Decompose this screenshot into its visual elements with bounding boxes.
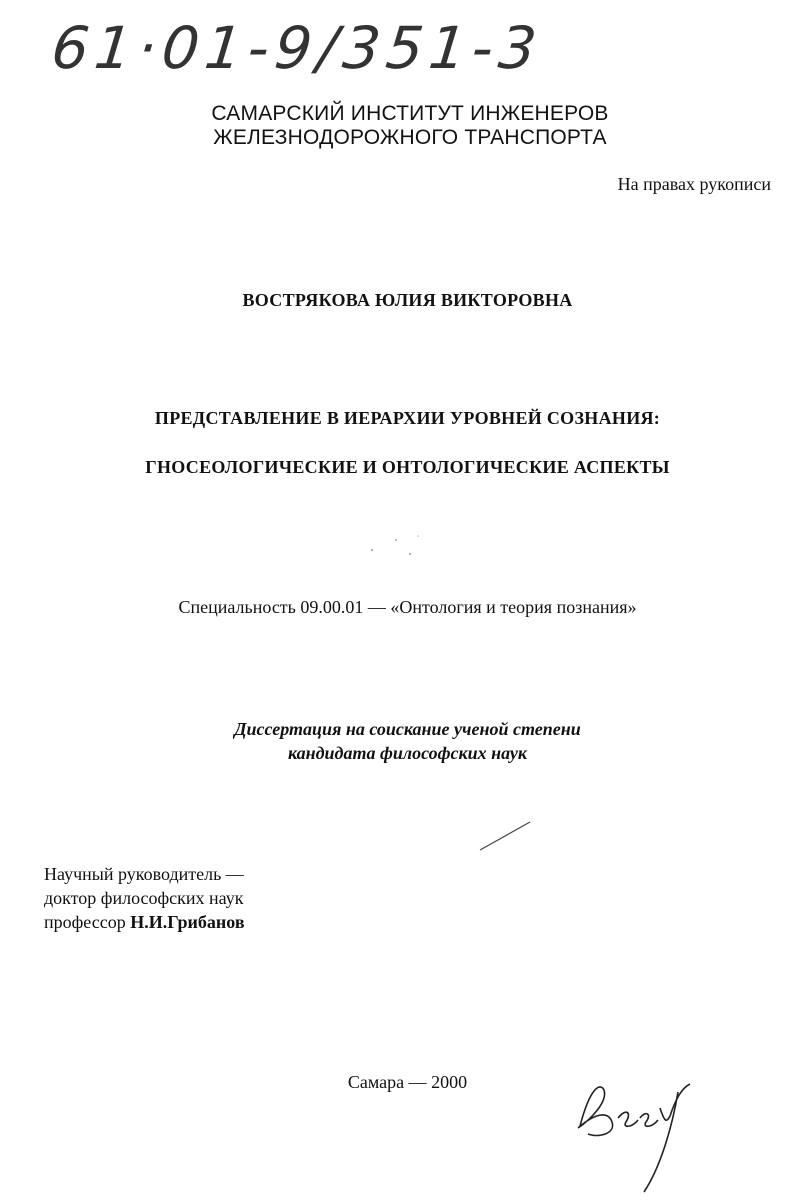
supervisor-block (44, 862, 245, 934)
supervisor-line-1: Научный руководитель — (44, 864, 244, 884)
title-line-1: ПРЕДСТАВЛЕНИЕ В ИЕРАРХИИ УРОВНЕЙ СОЗНАНИЯ: (154, 408, 661, 428)
institute-name (0, 102, 797, 150)
author-name: ВОСТРЯКОВА ЮЛИЯ ВИКТОРОВНА (242, 290, 573, 310)
pen-stroke-mark (478, 818, 534, 854)
degree-line-2: кандидата философских наук (287, 743, 528, 763)
dissertation-title (0, 408, 797, 478)
specialty-line: Специальность 09.00.01 — «Онтология и теория познания» (178, 597, 637, 617)
city-year: Самара — 2000 (347, 1072, 468, 1092)
institute-line-1: САМАРСКИЙ ИНСТИТУТ ИНЖЕНЕРОВ (211, 102, 609, 125)
title-line-2: ГНОСЕОЛОГИЧЕСКИЕ И ОНТОЛОГИЧЕСКИЕ АСПЕКТЫ (145, 457, 670, 477)
supervisor-line-2: доктор философских наук (44, 888, 244, 908)
degree-line-1: Диссертация на соискание ученой степени (234, 719, 581, 739)
scan-specks (366, 530, 436, 560)
rights-note: На правах рукописи (617, 174, 771, 194)
institute-line-2: ЖЕЛЕЗНОДОРОЖНОГО ТРАНСПОРТА (213, 126, 607, 149)
supervisor-name: Н.И.Грибанов (130, 912, 245, 932)
supervisor-title: профессор (44, 912, 126, 932)
archive-code-handwritten: 61·01-9/351-3 (48, 14, 546, 82)
handwritten-signature (560, 1068, 710, 1196)
degree-statement (0, 717, 797, 765)
supervisor-line-3 (44, 910, 245, 934)
